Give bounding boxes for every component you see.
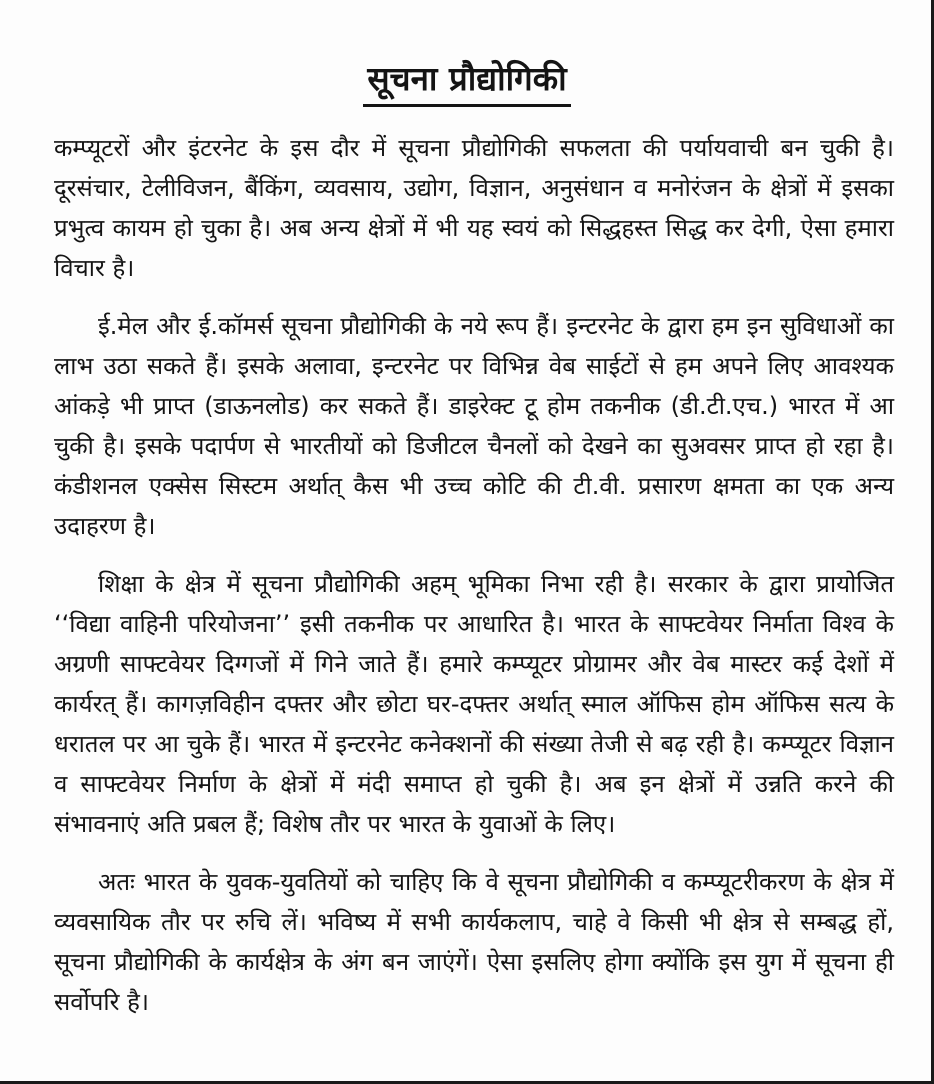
page-title bbox=[0, 56, 934, 107]
paragraph-education: शिक्षा के क्षेत्र में सूचना प्रौद्योगिकी अहम् भूमिका निभा रही है। सरकार के द्वारा प्रायोजित ‘‘विद्या वाहिनी परियोजना’’ इसी तकनीक पर आधारित है। भारत के साफ्टवेयर निर्माता विश्व के अग्रणी साफ्टवेयर दिग्गजों में गिने जाते हैं। हमारे कम्प्यूटर प्रोग्रामर और वेब मास्टर कई देशों में कार्यरत् हैं। कागज़विहीन दफ्तर और छोटा घर-दफ्तर अर्थात् स्माल ऑफिस होम ऑफिस सत्य के धरातल पर आ चुके हैं। भारत में इन्टरनेट कनेक्शनों की संख्या तेजी से बढ़ रही है। कम्प्यूटर विज्ञान व साफ्टवेयर निर्माण के क्षेत्रों में मंदी समाप्त हो चुकी है। अब इन क्षेत्रों में उन्नति करने की संभावनाएं अति प्रबल हैं; विशेष तौर पर भारत के युवाओं के लिए। bbox=[54, 570, 894, 838]
paragraph-email-ecommerce: ई.मेल और ई.कॉमर्स सूचना प्रौद्योगिकी के नये रूप हैं। इन्टरनेट के द्वारा हम इन सुविधाओं का लाभ उठा सकते हैं। इसके अलावा, इन्टरनेट पर विभिन्न वेब साईटों से हम अपने लिए आवश्यक आंकड़े भी प्राप्त (डाऊनलोड) कर सकते हैं। डाइरेक्ट टू होम तकनीक (डी.टी.एच.) भारत में आ चुकी है। इसके पदार्पण से भारतीयों को डिजीटल चैनलों को देखने का सुअवसर प्राप्त हो रहा है। कंडीशनल एक्सेस सिस्टम अर्थात् कैस भी उच्च कोटि की टी.वी. प्रसारण क्षमता का एक अन्य उदाहरण है। bbox=[54, 312, 894, 540]
document-body bbox=[54, 128, 894, 1040]
page-title-text: सूचना प्रौद्योगिकी bbox=[363, 56, 570, 107]
paragraph-conclusion: अतः भारत के युवक-युवतियों को चाहिए कि वे सूचना प्रौद्योगिकी व कम्प्यूटरीकरण के क्षेत्र में व्यवसायिक तौर पर रुचि लें। भविष्य में सभी कार्यकलाप, चाहे वे किसी भी क्षेत्र से सम्बद्ध हों, सूचना प्रौद्योगिकी के कार्यक्षेत्र के अंग बन जाएंगें। ऐसा इसलिए होगा क्योंकि इस युग में सूचना ही सर्वोपरि है। bbox=[54, 868, 894, 1016]
paragraph-intro: कम्प्यूटरों और इंटरनेट के इस दौर में सूचना प्रौद्योगिकी सफलता की पर्यायवाची बन चुकी है। दूरसंचार, टेलीविजन, बैंकिंग, व्यवसाय, उद्योग, विज्ञान, अनुसंधान व मनोरंजन के क्षेत्रों में इसका प्रभुत्व कायम हो चुका है। अब अन्य क्षेत्रों में भी यह स्वयं को सिद्धहस्त सिद्ध कर देगी, ऐसा हमारा विचार है। bbox=[54, 134, 894, 282]
